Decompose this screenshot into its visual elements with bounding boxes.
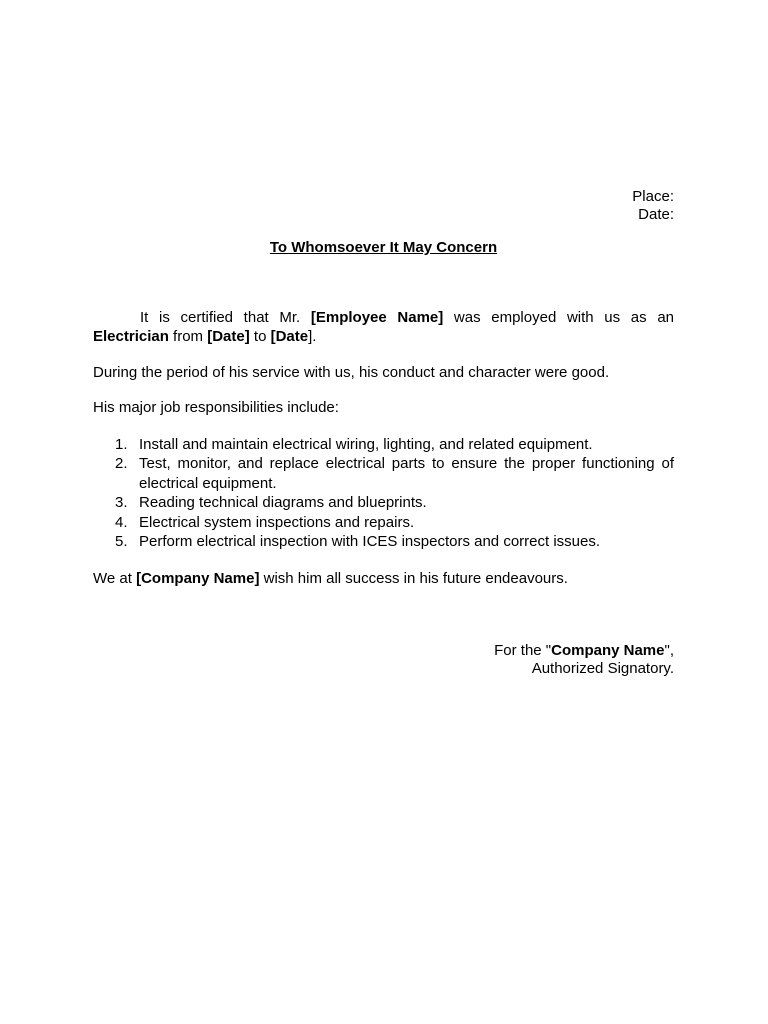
wishes-paragraph [93, 570, 674, 588]
signature-text-1: For the " [494, 642, 552, 659]
to-date-placeholder: [Date [270, 327, 309, 345]
list-item-text: Install and maintain electrical wiring, lighting, and related equipment. [139, 435, 593, 453]
list-item-number: 4. [115, 513, 128, 531]
list-item-text: Electrical system inspections and repairs. [139, 513, 415, 531]
list-item-text: Perform electrical inspection with ICES inspectors and correct issues. [139, 533, 601, 550]
signature-company-line [93, 642, 674, 660]
wishes-text-2: wish him all success in his future endeavours. [259, 569, 568, 587]
certification-text-4: to [249, 327, 271, 345]
date-label: Date: [638, 205, 674, 223]
list-item [93, 532, 674, 552]
place-label: Place: [632, 188, 674, 205]
list-item [93, 493, 674, 513]
list-item-text: Test, monitor, and replace electrical parts to ensure the proper functioning of electrical equipment. [139, 455, 674, 492]
conduct-paragraph: During the period of his service with us, his conduct and character were good. [93, 363, 610, 381]
letter-body [93, 188, 674, 677]
signature-block [93, 642, 674, 677]
list-item-number: 1. [115, 435, 128, 453]
certification-text-5: ]. [308, 327, 317, 345]
list-item [93, 435, 674, 455]
certification-text-2: was employed with us as an [443, 308, 674, 326]
list-item [93, 454, 674, 493]
certification-paragraph [93, 308, 674, 346]
place-date-block [93, 188, 674, 223]
employee-name-placeholder: [Employee Name] [310, 308, 444, 326]
list-item-number: 2. [115, 455, 128, 472]
wishes-text-1: We at [93, 569, 137, 587]
list-item-number: 3. [115, 494, 128, 511]
signature-company-name: Company Name [551, 642, 665, 659]
responsibilities-intro: His major job responsibilities include: [93, 399, 339, 416]
certification-text-3: from [168, 327, 208, 345]
authorized-signatory: Authorized Signatory. [531, 659, 674, 677]
list-item-text: Reading technical diagrams and blueprints. [139, 494, 427, 511]
list-item [93, 513, 674, 533]
company-name-placeholder: [Company Name] [136, 569, 260, 587]
letter-title: To Whomsoever It May Concern [269, 239, 498, 256]
responsibilities-list [93, 435, 674, 552]
signature-text-2: ", [664, 642, 674, 659]
job-role: Electrician [93, 327, 169, 345]
certification-text-1: It is certified that Mr. [140, 308, 311, 326]
from-date-placeholder: [Date] [207, 327, 250, 345]
list-item-number: 5. [115, 533, 128, 550]
